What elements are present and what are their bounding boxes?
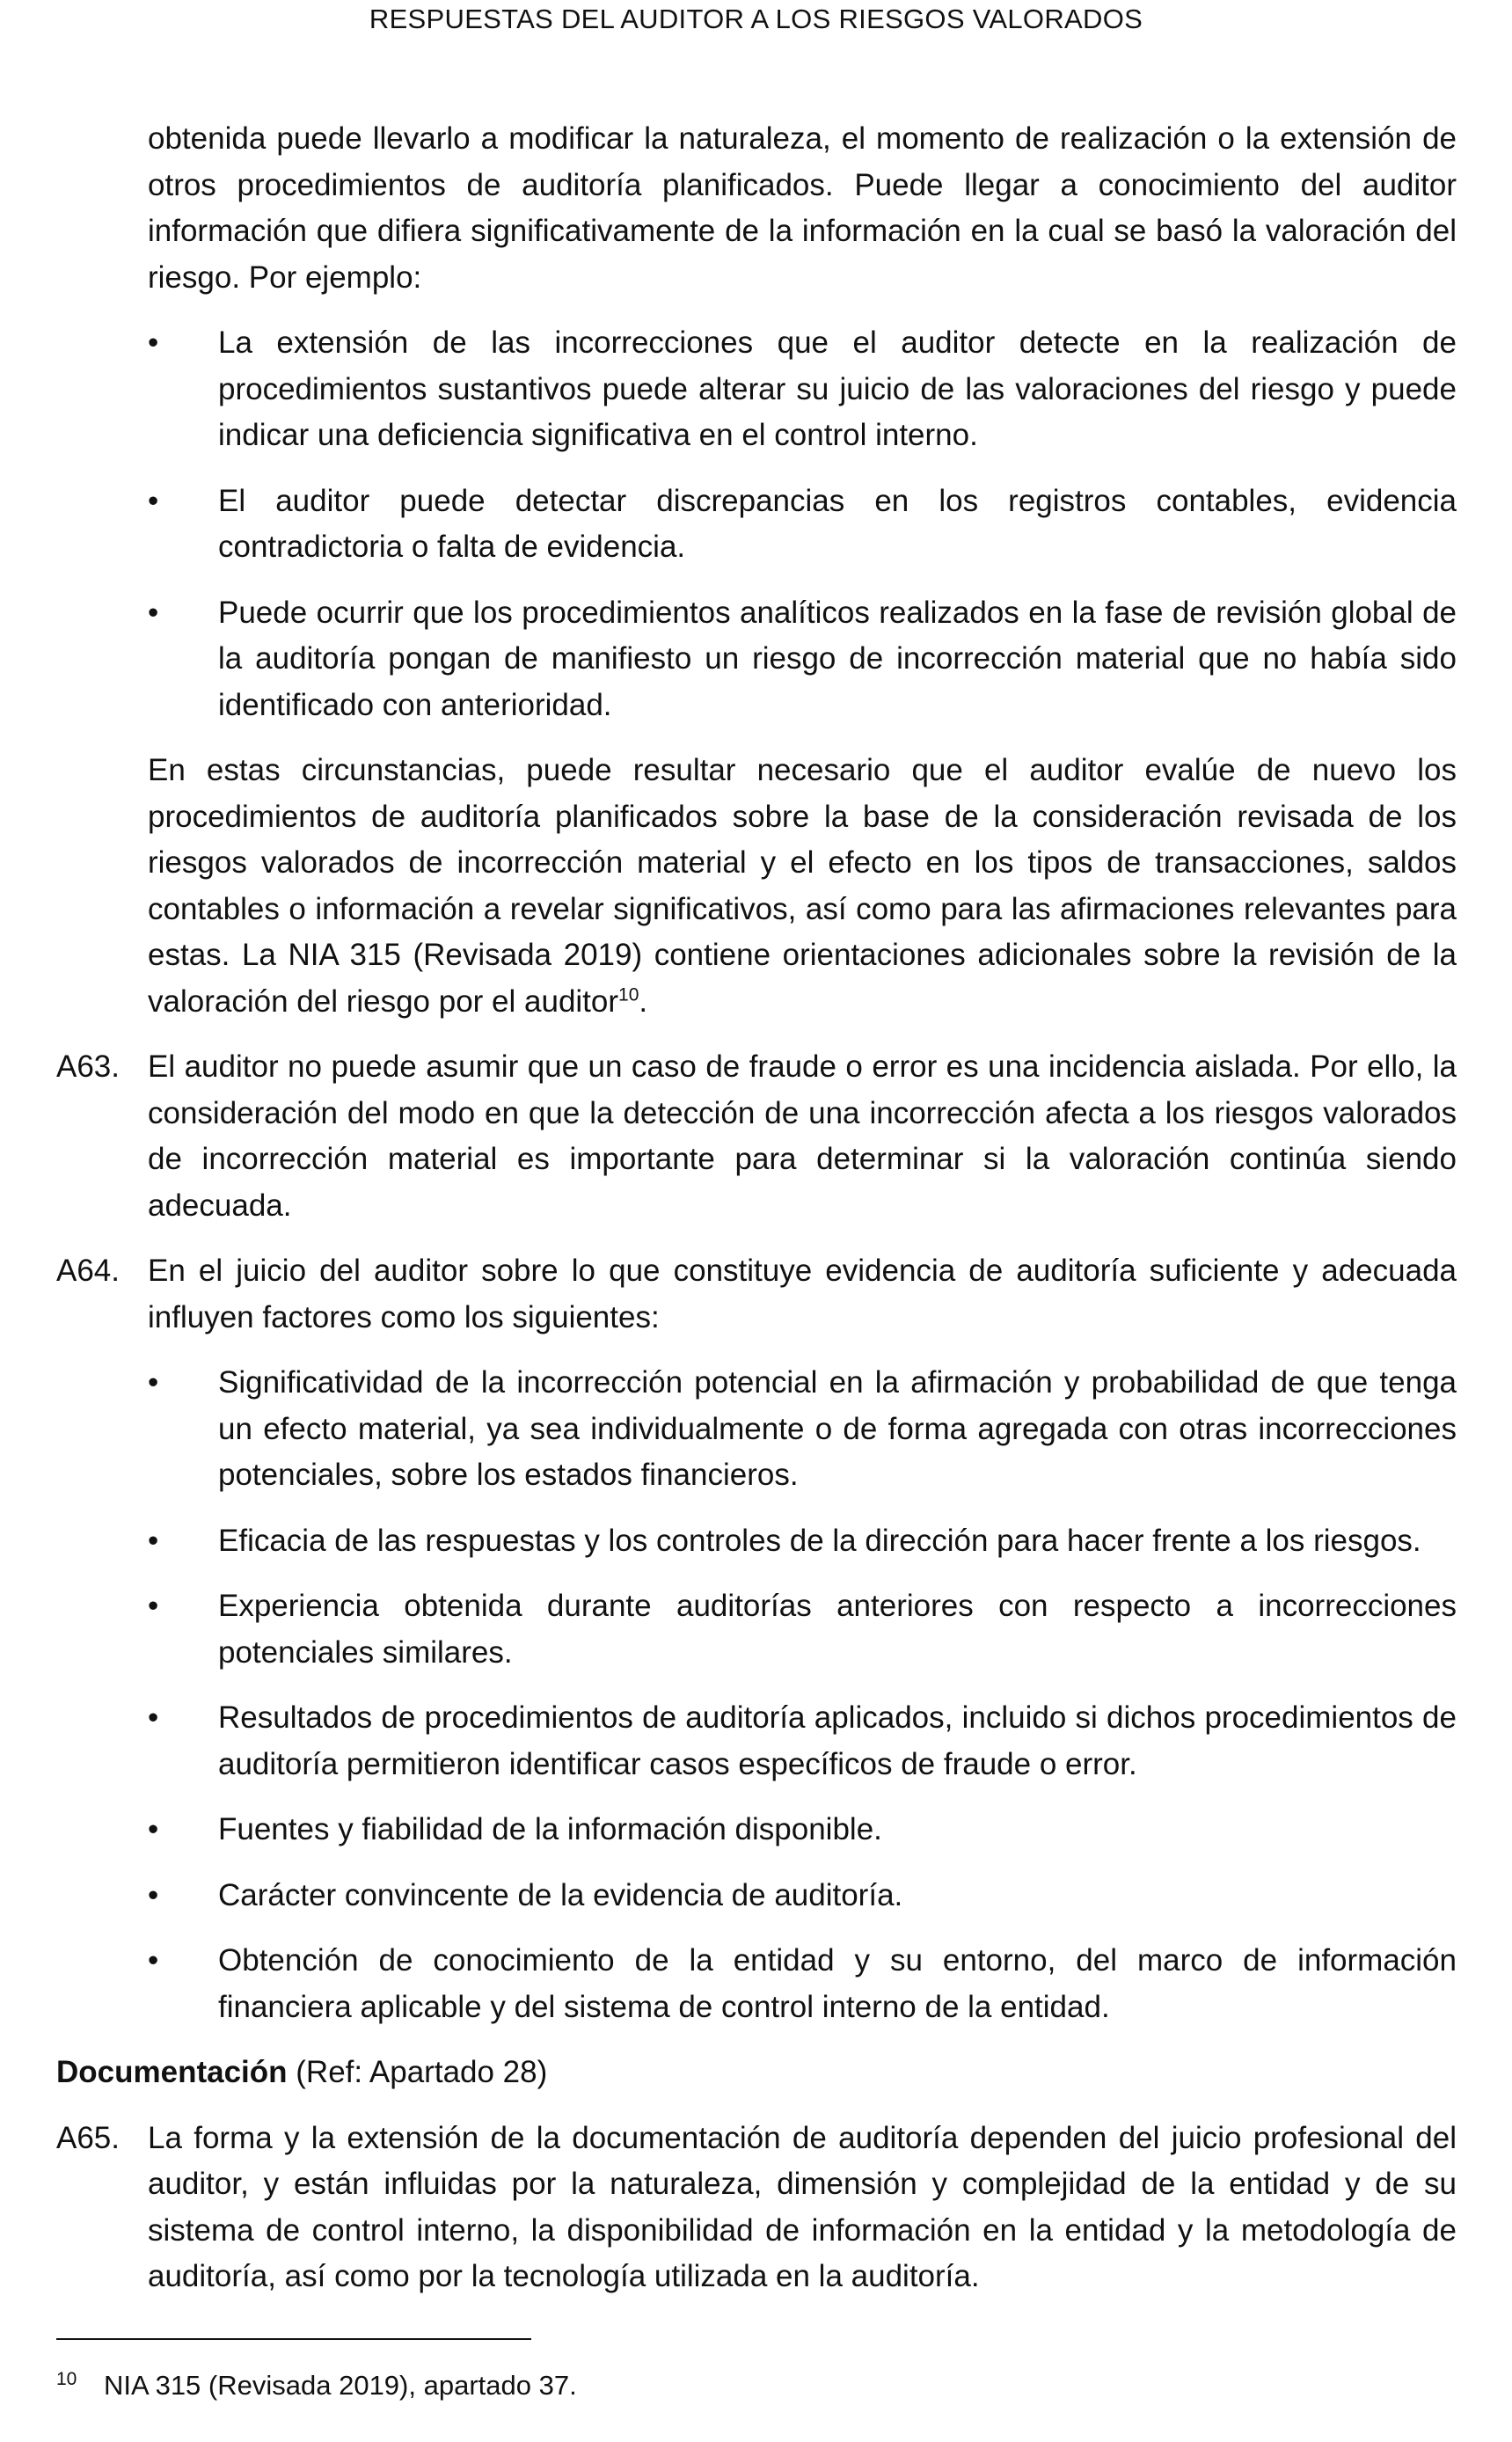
footnote-separator bbox=[56, 2338, 531, 2340]
list-item bbox=[148, 1518, 1457, 1565]
intro-bullet-list bbox=[148, 320, 1457, 728]
paragraph-number: A63. bbox=[56, 1049, 120, 1084]
list-item bbox=[148, 479, 1457, 571]
bullet-icon: • bbox=[148, 1877, 159, 1912]
bullet-icon: • bbox=[148, 1523, 159, 1558]
circumstances-end: . bbox=[639, 983, 648, 1019]
bullet-icon: • bbox=[148, 1589, 159, 1623]
section-heading-title: Documentación bbox=[56, 2055, 288, 2089]
list-item-text: El auditor puede detectar discrepancias en los registros contables, evidencia contradictoria o falta de evidencia. bbox=[218, 483, 1457, 564]
list-item-text: Puede ocurrir que los procedimientos analíticos realizados en la fase de revisión global de la auditoría pongan de manifiesto un riesgo de incorrección material que no había sido identificado con anterioridad. bbox=[218, 595, 1457, 722]
footnote-number: 10 bbox=[56, 2369, 77, 2389]
list-item bbox=[148, 1873, 1457, 1919]
list-item-text: Significatividad de la incorrección potencial en la afirmación y probabilidad de que tenga un efecto material, ya sea individualmente o de forma agregada con otras incorrecciones potenciales, sobre los estados financieros. bbox=[218, 1365, 1457, 1492]
paragraph-number: A64. bbox=[56, 1254, 120, 1288]
bullet-icon: • bbox=[148, 1365, 159, 1400]
paragraph-text: El auditor no puede asumir que un caso de fraude o error es una incidencia aislada. Por ello, la consideración del modo en que la detección de una incorrección afecta a los riesgos valorados de incorrección material es importante para determinar si la valoración continúa siendo adecuada. bbox=[148, 1049, 1457, 1223]
list-item-text: Resultados de procedimientos de auditoría aplicados, incluido si dichos procedimientos de auditoría permitieron identificar casos específicos de fraude o error. bbox=[218, 1700, 1457, 1781]
list-item bbox=[148, 1360, 1457, 1499]
list-item bbox=[148, 1695, 1457, 1788]
list-item bbox=[148, 1938, 1457, 2030]
list-item-text: Carácter convincente de la evidencia de auditoría. bbox=[218, 1877, 903, 1912]
list-item-text: Experiencia obtenida durante auditorías anteriores con respecto a incorrecciones potenciales similares. bbox=[218, 1589, 1457, 1670]
circumstances-paragraph bbox=[148, 748, 1457, 1025]
list-item-text: La extensión de las incorrecciones que el auditor detecte en la realización de procedimientos sustantivos puede alterar su juicio de las valoraciones del riesgo y puede indicar una deficiencia significativa en el control interno. bbox=[218, 325, 1457, 452]
a64-bullet-list bbox=[148, 1360, 1457, 2030]
footnote bbox=[56, 2366, 1455, 2405]
list-item-text: Fuentes y fiabilidad de la información disponible. bbox=[218, 1812, 882, 1846]
list-item bbox=[148, 1583, 1457, 1676]
list-item-text: Eficacia de las respuestas y los controles de la dirección para hacer frente a los riesgos. bbox=[218, 1523, 1421, 1558]
list-item bbox=[148, 590, 1457, 729]
bullet-icon: • bbox=[148, 1812, 159, 1846]
section-heading-documentation bbox=[56, 2050, 1457, 2096]
paragraph-number: A65. bbox=[56, 2120, 120, 2155]
list-item bbox=[148, 1807, 1457, 1853]
list-item-text: Obtención de conocimiento de la entidad y su entorno, del marco de información financiera aplicable y del sistema de control interno de la entidad. bbox=[218, 1943, 1457, 2024]
page-body bbox=[56, 116, 1457, 2320]
running-header: RESPUESTAS DEL AUDITOR A LOS RIESGOS VALORADOS bbox=[369, 4, 1143, 34]
list-item bbox=[148, 320, 1457, 459]
intro-paragraph: obtenida puede llevarlo a modificar la naturaleza, el momento de realización o la extensión de otros procedimientos de auditoría planificados. Puede llegar a conocimiento del auditor información que difiera significativamente de la información en la cual se basó la valoración del riesgo. Por ejemplo: bbox=[148, 121, 1457, 295]
section-heading-reference: (Ref: Apartado 28) bbox=[287, 2055, 548, 2089]
bullet-icon: • bbox=[148, 483, 159, 518]
paragraph-a64 bbox=[56, 1248, 1457, 1341]
bullet-icon: • bbox=[148, 325, 159, 360]
bullet-icon: • bbox=[148, 1943, 159, 1978]
paragraph-a65 bbox=[56, 2116, 1457, 2300]
paragraph-text: En el juicio del auditor sobre lo que constituye evidencia de auditoría suficiente y adecuada influyen factores como los siguientes: bbox=[148, 1254, 1457, 1334]
circumstances-text: En estas circunstancias, puede resultar necesario que el auditor evalúe de nuevo los procedimientos de auditoría planificados sobre la base de la consideración revisada de los riesgos valorados de incorrección material y el efecto en los tipos de transacciones, saldos contables o información a revelar significativos, así como para las afirmaciones relevantes para estas. La NIA 315 (Revisada 2019) contiene orientaciones adicionales sobre la revisión de la valoración del riesgo por el auditor bbox=[148, 753, 1457, 1019]
bullet-icon: • bbox=[148, 1700, 159, 1735]
paragraph-text: La forma y la extensión de la documentación de auditoría dependen del juicio profesional del auditor, y están influidas por la naturaleza, dimensión y complejidad de la entidad y de su sistema de control interno, la disponibilidad de información en la entidad y la metodología de auditoría, así como por la tecnología utilizada en la auditoría. bbox=[148, 2120, 1457, 2293]
bullet-icon: • bbox=[148, 595, 159, 630]
paragraph-a63 bbox=[56, 1044, 1457, 1229]
footnote-text: NIA 315 (Revisada 2019), apartado 37. bbox=[104, 2370, 577, 2401]
footnote-reference[interactable]: 10 bbox=[618, 983, 639, 1005]
